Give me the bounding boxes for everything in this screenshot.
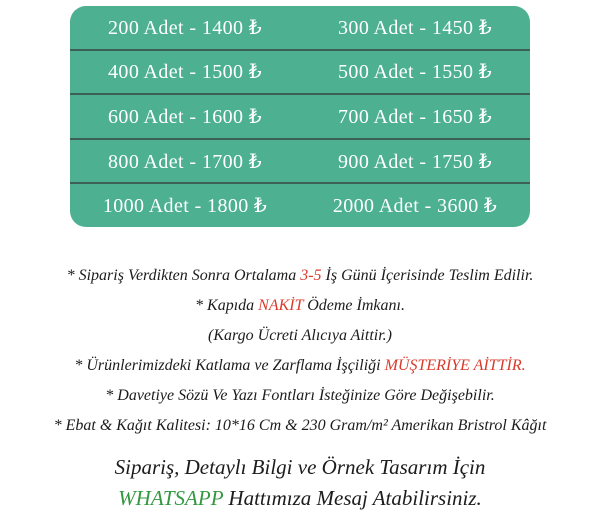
price-cell: 500 Adet - 1550 ₺ [338,61,492,84]
note-text: * Sipariş Verdikten Sonra Ortalama [66,267,301,284]
price-cell: 200 Adet - 1400 ₺ [108,16,262,39]
footer-text: Hattımıza Mesaj Atabilirsiniz. [223,486,482,510]
table-row [70,6,530,49]
note-text: * Davetiye Sözü Ve Yazı Fontları İsteğinize Göre Değişebilir. [105,387,495,404]
note-line-delivery [0,261,600,291]
table-row [70,182,530,227]
note-text: * Ebat & Kağıt Kalitesi: 10*16 Cm & 230 Gram/m² Amerikan Bristrol Kâğıt [53,417,547,434]
note-line-fonts [0,381,600,411]
price-cell: 700 Adet - 1650 ₺ [338,105,492,128]
note-highlight: NAKİT [258,297,304,314]
note-highlight: MÜŞTERİYE AİTTİR. [384,357,526,374]
footer-line-contact: Sipariş, Detaylı Bilgi ve Örnek Tasarım İçin [114,455,486,479]
note-highlight: 3-5 [300,267,322,284]
price-cell: 600 Adet - 1600 ₺ [108,105,262,128]
price-cell: 800 Adet - 1700 ₺ [108,150,262,173]
notes-section [0,261,600,441]
note-text: Ödeme İmkanı. [303,297,405,314]
price-table [70,6,530,227]
note-line-folding [0,351,600,381]
note-text: * Ürünlerimizdeki Katlama ve Zarflama İşçiliği [74,357,385,374]
price-cell: 900 Adet - 1750 ₺ [338,150,492,173]
footer-section [0,452,600,514]
note-text: * Kapıda [195,297,259,314]
note-line-shipping [0,321,600,351]
note-line-payment [0,291,600,321]
price-cell: 1000 Adet - 1800 ₺ [102,195,268,218]
note-text: İş Günü İçerisinde Teslim Edilir. [321,267,534,284]
whatsapp-label: WHATSAPP [118,486,224,510]
price-cell: 300 Adet - 1450 ₺ [338,16,492,39]
price-cell: 2000 Adet - 3600 ₺ [332,195,498,218]
note-line-paper [0,411,600,441]
footer-line-whatsapp [0,483,600,514]
table-row [70,138,530,183]
table-row [70,49,530,94]
table-row [70,93,530,138]
note-text: (Kargo Ücreti Alıcıya Aittir.) [208,327,392,344]
price-cell: 400 Adet - 1500 ₺ [108,61,262,84]
